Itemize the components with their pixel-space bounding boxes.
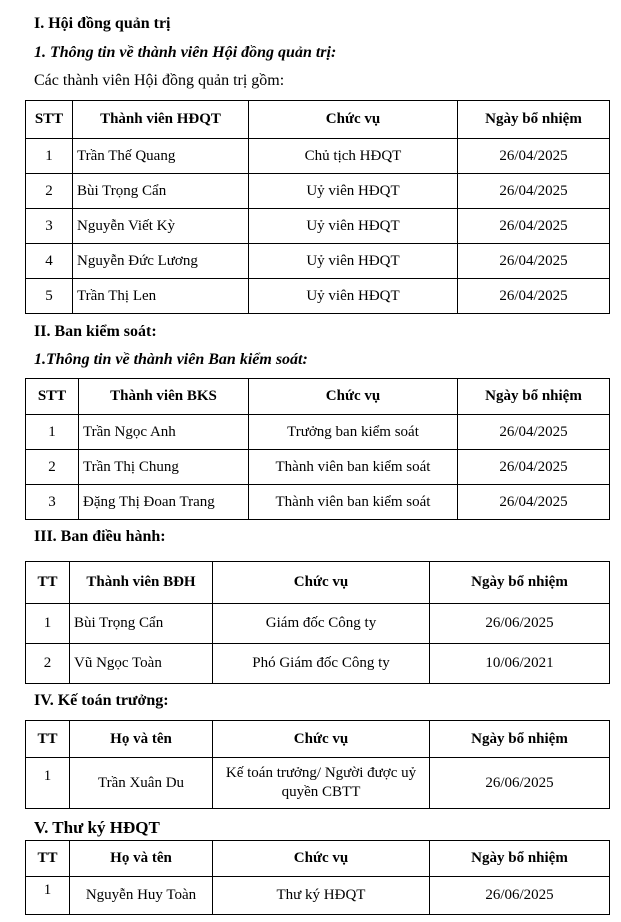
table-header-row: [26, 101, 610, 139]
table-row: [26, 279, 610, 314]
col-header-position: Chức vụ: [213, 721, 430, 758]
cell-date: 26/06/2025: [430, 877, 610, 915]
col-header-name: Họ và tên: [70, 841, 213, 877]
cell-name: Bùi Trọng Cẩn: [73, 174, 249, 209]
cell-date: 26/06/2025: [430, 758, 610, 809]
col-header-date: Ngày bổ nhiệm: [430, 721, 610, 758]
table-row: [26, 485, 610, 520]
col-header-date: Ngày bổ nhiệm: [430, 562, 610, 604]
cell-name: Nguyễn Đức Lương: [73, 244, 249, 279]
table-row: [26, 644, 610, 684]
table-row: [26, 415, 610, 450]
col-header-tt: TT: [26, 721, 70, 758]
table-row: [26, 139, 610, 174]
cell-date: 26/04/2025: [458, 485, 610, 520]
cell-name: Nguyễn Huy Toàn: [70, 877, 213, 915]
cell-stt: 1: [26, 415, 79, 450]
cell-date: 26/06/2025: [430, 604, 610, 644]
cell-position: Giám đốc Công ty: [213, 604, 430, 644]
section-2-title: II. Ban kiểm soát:: [34, 323, 157, 340]
chief-accountant-table: [25, 720, 610, 809]
cell-stt: 3: [26, 485, 79, 520]
col-header-member: Thành viên BĐH: [70, 562, 213, 604]
cell-position: Thành viên ban kiểm soát: [249, 485, 458, 520]
cell-position: Trưởng ban kiểm soát: [249, 415, 458, 450]
supervisory-board-table: [25, 378, 610, 520]
col-header-stt: STT: [26, 101, 73, 139]
section-4-title: IV. Kế toán trưởng:: [34, 692, 169, 709]
cell-tt: 1: [26, 758, 70, 809]
cell-position: Uỷ viên HĐQT: [249, 244, 458, 279]
cell-position: Uỷ viên HĐQT: [249, 209, 458, 244]
cell-stt: 4: [26, 244, 73, 279]
section-1-subtitle: 1. Thông tin về thành viên Hội đồng quản trị:: [34, 44, 337, 61]
cell-date: 26/04/2025: [458, 415, 610, 450]
cell-position: Chủ tịch HĐQT: [249, 139, 458, 174]
table-header-row: [26, 379, 610, 415]
col-header-position: Chức vụ: [249, 101, 458, 139]
section-3-title: III. Ban điều hành:: [34, 528, 166, 545]
col-header-position: Chức vụ: [249, 379, 458, 415]
table-header-row: [26, 721, 610, 758]
section-1-title: I. Hội đồng quản trị: [34, 15, 171, 32]
section-2-subtitle: 1.Thông tin về thành viên Ban kiểm soát:: [34, 351, 308, 368]
cell-name: Nguyễn Viết Kỳ: [73, 209, 249, 244]
cell-date: 26/04/2025: [458, 174, 610, 209]
table-header-row: [26, 562, 610, 604]
cell-date: 26/04/2025: [458, 139, 610, 174]
col-header-member: Thành viên BKS: [79, 379, 249, 415]
col-header-member: Thành viên HĐQT: [73, 101, 249, 139]
col-header-position: Chức vụ: [213, 841, 430, 877]
cell-date: 10/06/2021: [430, 644, 610, 684]
cell-position: Thành viên ban kiểm soát: [249, 450, 458, 485]
cell-tt: 2: [26, 644, 70, 684]
table-row: [26, 450, 610, 485]
cell-name: Bùi Trọng Cẩn: [70, 604, 213, 644]
table-row: [26, 604, 610, 644]
table-header-row: [26, 841, 610, 877]
cell-name: Trần Ngọc Anh: [79, 415, 249, 450]
cell-name: Trần Thị Len: [73, 279, 249, 314]
cell-name: Đặng Thị Đoan Trang: [79, 485, 249, 520]
col-header-stt: STT: [26, 379, 79, 415]
cell-date: 26/04/2025: [458, 279, 610, 314]
cell-date: 26/04/2025: [458, 450, 610, 485]
col-header-date: Ngày bổ nhiệm: [458, 101, 610, 139]
cell-tt: 1: [26, 604, 70, 644]
table-row: [26, 758, 610, 809]
board-secretary-table: [25, 840, 610, 915]
table-row: [26, 877, 610, 915]
cell-stt: 3: [26, 209, 73, 244]
cell-date: 26/04/2025: [458, 209, 610, 244]
cell-date: 26/04/2025: [458, 244, 610, 279]
col-header-tt: TT: [26, 562, 70, 604]
cell-tt: 1: [26, 877, 70, 915]
table-row: [26, 244, 610, 279]
executive-board-table: [25, 561, 610, 684]
col-header-name: Họ và tên: [70, 721, 213, 758]
section-5-title: V. Thư ký HĐQT: [34, 818, 160, 837]
section-1-intro: Các thành viên Hội đồng quản trị gồm:: [34, 72, 285, 89]
cell-name: Trần Thế Quang: [73, 139, 249, 174]
table-row: [26, 174, 610, 209]
cell-stt: 2: [26, 450, 79, 485]
cell-name: Trần Thị Chung: [79, 450, 249, 485]
cell-position: Uỷ viên HĐQT: [249, 174, 458, 209]
col-header-date: Ngày bổ nhiệm: [430, 841, 610, 877]
col-header-date: Ngày bổ nhiệm: [458, 379, 610, 415]
cell-name: Vũ Ngọc Toàn: [70, 644, 213, 684]
table-row: [26, 209, 610, 244]
cell-name: Trần Xuân Du: [70, 758, 213, 809]
col-header-tt: TT: [26, 841, 70, 877]
cell-stt: 2: [26, 174, 73, 209]
cell-position: Phó Giám đốc Công ty: [213, 644, 430, 684]
cell-position: Kế toán trưởng/ Người được uỷ quyền CBTT: [213, 758, 430, 809]
cell-stt: 1: [26, 139, 73, 174]
cell-position: Uỷ viên HĐQT: [249, 279, 458, 314]
cell-position: Thư ký HĐQT: [213, 877, 430, 915]
col-header-position: Chức vụ: [213, 562, 430, 604]
board-members-table: [25, 100, 610, 314]
cell-stt: 5: [26, 279, 73, 314]
